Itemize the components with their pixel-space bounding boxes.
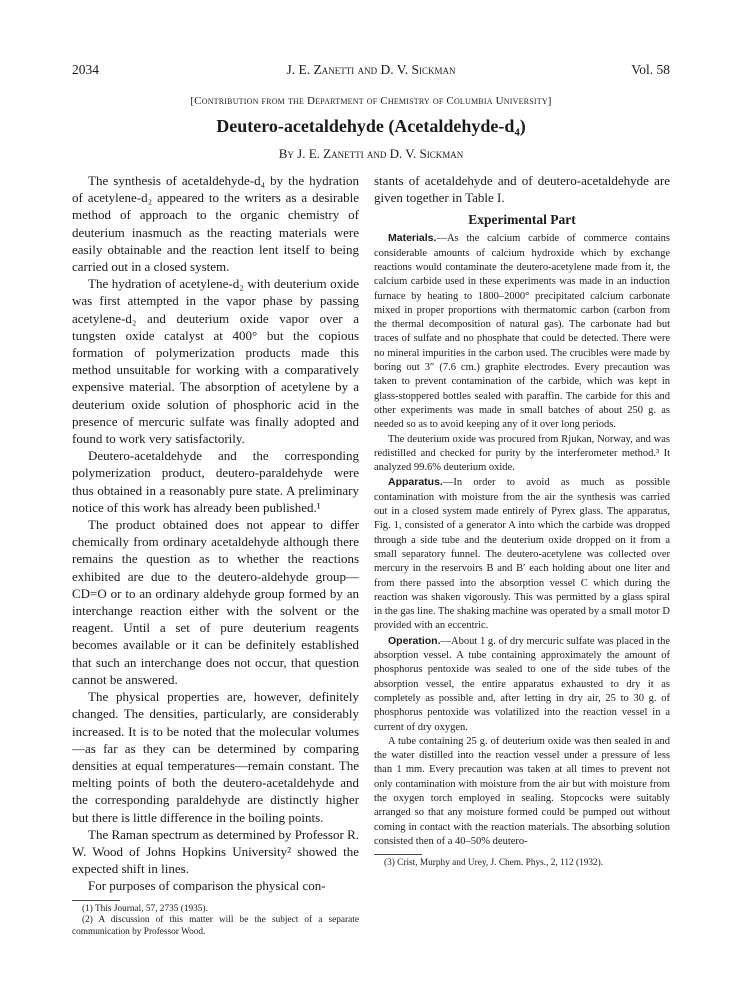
contribution-line: [Contribution from the Department of Chemistry of Columbia University] bbox=[190, 95, 552, 107]
paragraph-text: —In order to avoid as much as possible contamination with moisture from the air the synthesis was carried out in a closed system made entirely of Pyrex glass. The apparatus, Fig. 1, consisted of a generator A into which the carbide was dropped through a side tube and the deuterium oxide dropped on it from a small separatory funnel. The deutero-acetylene was collected over mercury in the reservoirs B and B′ each holding about one liter and from there passed into the absorption vessel C which during the reaction was shaken vigorously. This was permitted by a glass spiral in the gas line. The shaking machine was operated by a small motor D provided with an eccentric. bbox=[374, 477, 670, 632]
footnote: (2) A discussion of this matter will be the subject of a separate communication by Professor Wood. bbox=[72, 915, 359, 937]
experimental-paragraph bbox=[374, 634, 670, 735]
running-authors: J. E. Zanetti and D. V. Sickman bbox=[286, 62, 456, 77]
footnote: (3) Crist, Murphy and Urey, J. Chem. Phys., 2, 112 (1932). bbox=[384, 858, 604, 869]
left-column bbox=[72, 172, 359, 938]
paragraph-text: —About 1 g. of dry mercuric sulfate was placed in the absorption vessel. A tube containing approximately the amount of phosphorus pentoxide was sealed to one of the side tubes of the absorption vessel, the entire apparatus exhausted to dry it as completely as possible and, after letting in dry air, 25 to 30 g. of phosphorus pentoxide was volatilized into the reaction vessel in a current of dry oxygen. bbox=[374, 635, 670, 733]
body-paragraph: The product obtained does not appear to differ chemically from ordinary acetaldehyde although there remains the question as to whether the reactions exhibited are due to the deutero-aldehyde group—CD=O or to an ordinary aldehyde group formed by an interchange reaction either with the solvent or the reagent. Until a set of pure deuterium reagents becomes available or it can be definitely established that such an interchange does not occur, that question cannot be answered. bbox=[72, 517, 359, 687]
body-paragraph: The synthesis of acetaldehyde-d₄ by the hydration of acetylene-d₂ appeared to the writers as a desirable method of approach to the organic chemistry of deuterium inasmuch as the reacting materials were easily obtainable and the reaction lent itself to being carried out in a closed system. bbox=[72, 173, 359, 275]
body-paragraph: The hydration of acetylene-d₂ with deuterium oxide was first attempted in the vapor phase by passing acetylene-d₂ and deuterium oxide vapor over a tungsten oxide catalyst at 400° but the copious formation of polymerization products made this method unsuitable for working with a comparatively expensive material. The absorption of acetylene by a deuterium oxide solution of phosphoric acid in the presence of mercuric sulfate was finally adopted and found to work very satisfactorily. bbox=[72, 276, 359, 447]
section-heading: Experimental Part bbox=[468, 212, 576, 228]
volume-label: Vol. 58 bbox=[631, 62, 670, 77]
experimental-paragraph bbox=[374, 231, 670, 432]
experimental-paragraph bbox=[374, 475, 670, 633]
footnote-rule bbox=[72, 900, 120, 901]
body-paragraph: Deutero-acetaldehyde and the corresponding polymerization product, deutero-paraldehyde were thus obtained in a reasonably pure state. A preliminary notice of this work has already been published.¹ bbox=[72, 448, 359, 515]
body-paragraph: stants of acetaldehyde and of deutero-acetaldehyde are given together in Table I. bbox=[374, 173, 670, 206]
right-column bbox=[374, 172, 670, 870]
page-number: 2034 bbox=[72, 62, 99, 77]
experimental-paragraph bbox=[374, 433, 670, 476]
paragraph-text: A tube containing 25 g. of deuterium oxide was then sealed in and the water distilled into the reaction vessel under a pressure of less than 1 mm. Every precaution was taken at all times to prevent not only contamination with moisture from the air but with moisture from the oxygen torch employed in sealing. Stopcocks were suitably arranged so that any moisture formed could be pumped out without coming in contact with the reaction materials. The absorbing solution consisted then of a 40–50% deutero- bbox=[374, 735, 670, 847]
runin-heading: Operation. bbox=[388, 634, 441, 647]
runin-heading: Apparatus. bbox=[388, 476, 443, 489]
body-paragraph: For purposes of comparison the physical con- bbox=[88, 878, 326, 894]
footnote: (1) This Journal, 57, 2735 (1935). bbox=[82, 903, 208, 914]
running-header bbox=[72, 62, 670, 82]
byline: By J. E. Zanetti and D. V. Sickman bbox=[278, 146, 464, 161]
article-title: Deutero-acetaldehyde (Acetaldehyde-d₄) bbox=[216, 116, 526, 136]
footnote-rule bbox=[374, 854, 422, 855]
paragraph-text: The deuterium oxide was procured from Rjukan, Norway, and was redistilled and checked for purity by the interferometer method.³ It analyzed 99.6% deuterium oxide. bbox=[374, 433, 670, 474]
body-paragraph: The Raman spectrum as determined by Professor R. W. Wood of Johns Hopkins University² showed the expected shift in lines. bbox=[72, 826, 359, 877]
paragraph-text: —As the calcium carbide of commerce contains considerable amounts of calcium hydroxide which by exchange reactions would contaminate the deutero-acetylene made from it, the calcium carbide used in these experiments was made in an induction furnace by heating to 1800–2000° precipitated calcium carbonate mixed in proper proportions with thermatomic carbon (carbon from the thermal decomposition of natural gas). The carbonate had but traces of sulfate and no phosphate that could be detected. There were no mineral impurities in the carbon used. The crucibles were made by boring out 3″ (7.6 cm.) graphite electrodes. Every precaution was taken to prevent contamination of the carbide, which was kept in glass-stoppered bottles sealed with paraffin. The carbide for this and other experiments was made in small batches of about 250 g. as needed so as to avoid keeping any of it over long periods. bbox=[374, 233, 670, 431]
body-paragraph: The physical properties are, however, definitely changed. The densities, particularly, are considerably increased. It is to be noted that the molecular volumes—as far as they can be determined by comparing densities at equal temperatures—remain constant. The melting points of both the deutero-acetaldehyde and the corresponding paraldehyde are distinctly higher but there is little difference in the boiling points. bbox=[72, 689, 359, 825]
experimental-paragraph bbox=[374, 735, 670, 849]
runin-heading: Materials. bbox=[388, 232, 437, 245]
